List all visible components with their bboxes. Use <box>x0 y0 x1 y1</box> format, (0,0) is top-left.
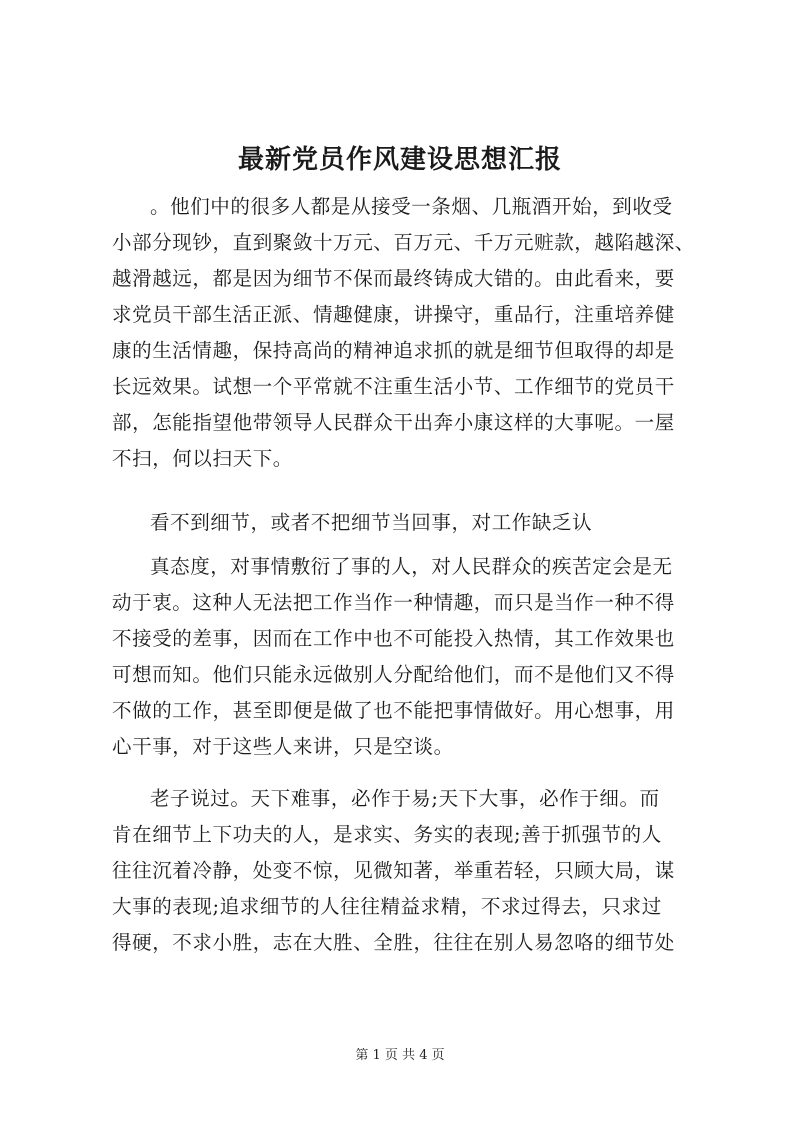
paragraph-1-line-5: 康的生活情趣，保持高尚的精神追求抓的就是细节但取得的却是 <box>112 339 675 362</box>
paragraph-4-line-2: 肯在细节上下功夫的人，是求实、务实的表现;善于抓强节的人 <box>112 823 662 846</box>
paragraph-1-line-6: 长远效果。试想一个平常就不注重生活小节、工作细节的党员干 <box>112 375 675 398</box>
paragraph-3-line-6: 心干事，对于这些人来讲，只是空谈。 <box>112 735 454 758</box>
paragraph-1-line-8: 不扫，何以扫天下。 <box>112 447 293 470</box>
paragraph-3-line-1: 真态度，对事情敷衍了事的人，对人民群众的疾苦定会是无 <box>150 555 673 578</box>
paragraph-4-line-4: 大事的表现;追求细节的人往往精益求精，不求过得去，只求过 <box>112 895 662 918</box>
paragraph-1-line-3: 越滑越远，都是因为细节不保而最终铸成大错的。由此看来，要 <box>112 267 675 290</box>
paragraph-4-line-3: 往往沉着冷静，处变不惊，见微知著，举重若轻，只顾大局，谋 <box>112 859 675 882</box>
paragraph-1-line-2: 小部分现钞，直到聚敛十万元、百万元、千万元赃款，越陷越深、 <box>112 231 695 254</box>
page-footer: 第 1 页 共 4 页 <box>355 1048 445 1063</box>
paragraph-1-line-4: 求党员干部生活正派、情趣健康，讲操守，重品行，注重培养健 <box>112 303 675 326</box>
paragraph-3-line-5: 不做的工作，甚至即便是做了也不能把事情做好。用心想事，用 <box>112 699 675 722</box>
paragraph-1-line-7: 部，怎能指望他带领导人民群众干出奔小康这样的大事呢。一屋 <box>112 411 675 434</box>
document-title: 最新党员作风建设思想汇报 <box>237 145 562 175</box>
paragraph-2-line-1: 看不到细节，或者不把细节当回事，对工作缺乏认 <box>150 511 593 534</box>
paragraph-1-line-1: 。他们中的很多人都是从接受一条烟、几瓶酒开始，到收受 <box>150 195 673 218</box>
paragraph-3-line-4: 可想而知。他们只能永远做别人分配给他们，而不是他们又不得 <box>112 663 675 686</box>
paragraph-4-line-1: 老子说过。天下难事，必作于易;天下大事，必作于细。而 <box>150 787 660 810</box>
paragraph-4-line-5: 得硬，不求小胜，志在大胜、全胜，往往在别人易忽咯的细节处 <box>112 931 675 954</box>
paragraph-3-line-3: 不接受的差事，因而在工作中也不可能投入热情，其工作效果也 <box>112 627 675 650</box>
paragraph-3-line-2: 动于衷。这种人无法把工作当作一种情趣，而只是当作一种不得 <box>112 591 675 614</box>
